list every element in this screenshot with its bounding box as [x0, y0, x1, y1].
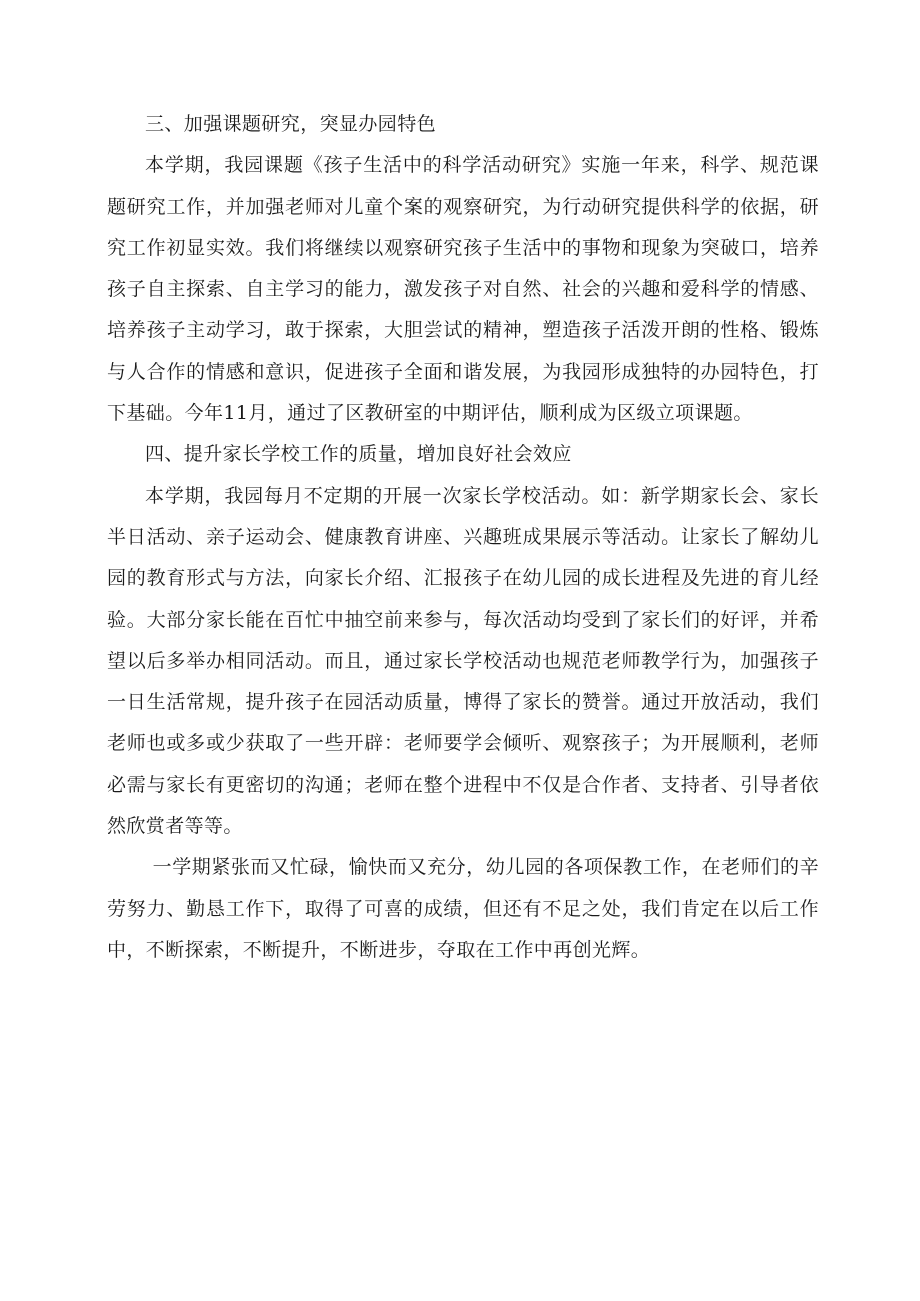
document-body — [107, 104, 819, 971]
section-heading-parent-school: 四、提升家长学校工作的质量，增加良好社会效应 — [145, 443, 572, 466]
closing-paragraph: 一学期紧张而又忙碌，愉快而又充分，幼儿园的各项保教工作，在老师们的辛劳努力、勤恳工作下，取得了可喜的成绩，但还有不足之处，我们肯定在以后工作中，不断探索，不断提升，不断进步，夺取在工作中再创光辉。 — [107, 856, 819, 961]
section-heading-research: 三、加强课题研究，突显办园特色 — [145, 113, 437, 135]
section-paragraph-research: 本学期，我园课题《孩子生活中的科学活动研究》实施一年来，科学、规范课题研究工作，并加强老师对儿童个案的观察研究，为行动研究提供科学的依据，研究工作初显实效。我们将继续以观察研究孩子生活中的事物和现象为突破口，培养孩子自主探索、自主学习的能力，激发孩子对自然、社会的兴趣和爱科学的情感、培养孩子主动学习，敢于探索，大胆尝试的精神，塑造孩子活泼开朗的性格、锻炼与人合作的情感和意识，促进孩子全面和谐发展，为我园形成独特的办园特色，打下基础。今年11月，通过了区教研室的中期评估，顺利成为区级立项课题。 — [107, 154, 819, 425]
section-paragraph-parent-school: 本学期，我园每月不定期的开展一次家长学校活动。如：新学期家长会、家长半日活动、亲子运动会、健康教育讲座、兴趣班成果展示等活动。让家长了解幼儿园的教育形式与方法，向家长介绍、汇报孩子在幼儿园的成长进程及先进的育儿经验。大部分家长能在百忙中抽空前来参与，每次活动均受到了家长们的好评，并希望以后多举办相同活动。而且，通过家长学校活动也规范老师教学行为，加强孩子一日生活常规，提升孩子在园活动质量，博得了家长的赞誉。通过开放活动，我们老师也或多或少获取了一些开辟：老师要学会倾听、观察孩子；为开展顺利，老师必需与家长有更密切的沟通；老师在整个进程中不仅是合作者、支持者、引导者依然欣赏者等等。 — [107, 484, 819, 838]
